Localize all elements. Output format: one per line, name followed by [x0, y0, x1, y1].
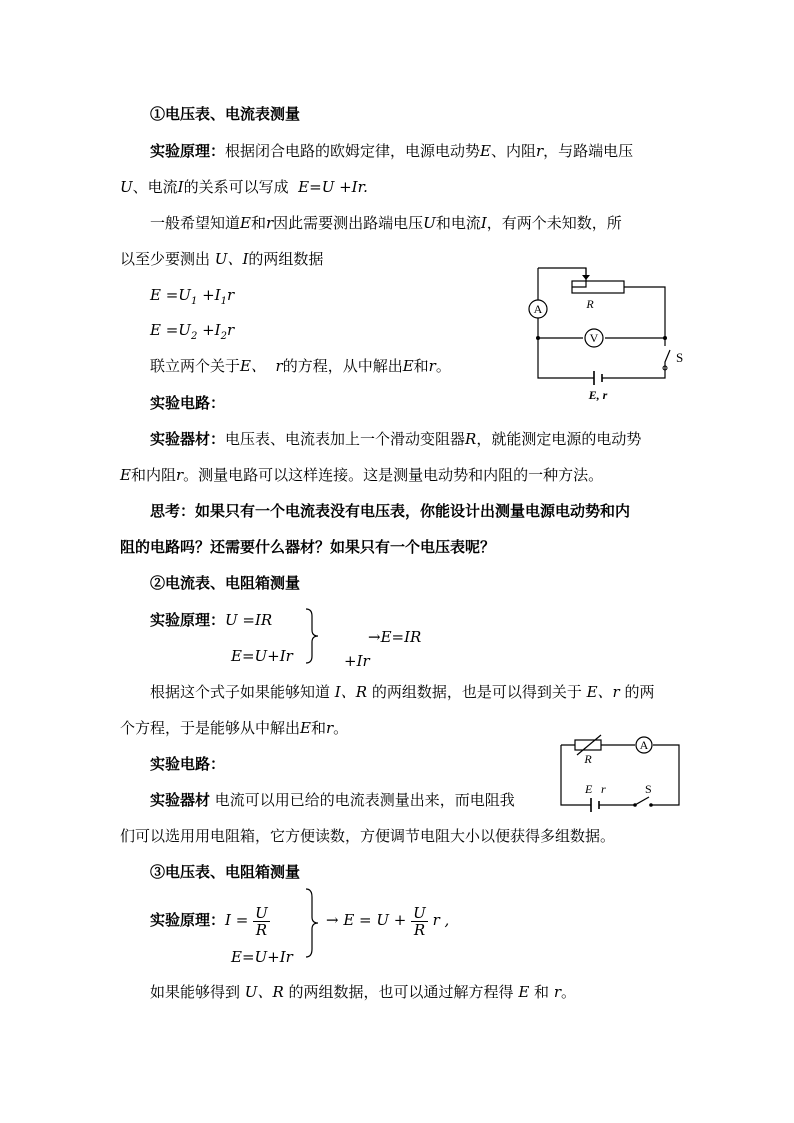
symbol-E: E	[480, 142, 491, 160]
text: 因此需要测出路端电压	[273, 214, 424, 232]
source-label: E, r	[588, 388, 608, 402]
result-lhs: → E = U +	[326, 911, 407, 929]
text: 的方程，从中解出	[282, 357, 403, 375]
battery	[594, 371, 602, 385]
wire	[561, 745, 635, 805]
text: 的关系可以写成	[183, 178, 289, 196]
sec2-result: →E=IR	[368, 628, 422, 646]
sec2-result-tail: +Ir	[344, 652, 370, 670]
junction	[663, 336, 667, 340]
sec2-equipment-line-1	[150, 790, 515, 810]
eq-part: E =U	[150, 286, 191, 304]
switch-blade	[635, 797, 649, 805]
equation-2	[150, 320, 234, 347]
switch-label: S	[645, 782, 652, 796]
principle-label: 实验原理：	[150, 611, 226, 629]
equipment-label: 实验器材	[150, 791, 211, 809]
fraction-U-over-R	[253, 905, 270, 938]
text: 电压表、电流表加上一个滑动变阻器	[225, 430, 466, 448]
eq-sub: 1	[220, 296, 227, 307]
right-brace	[304, 888, 320, 958]
sec2-equipment-line-2: 们可以选用用电阻箱，它方便读数，方便调节电阻大小以便获得多组数据。	[120, 827, 616, 845]
text: 的两组数据，也是可以得到关于	[371, 683, 582, 701]
symbol-r: r	[536, 142, 544, 160]
principle-label: 实验原理：	[150, 911, 226, 929]
eq-part: +I	[197, 321, 221, 339]
voltmeter-label: V	[589, 331, 599, 345]
denominator: R	[255, 920, 268, 939]
principle-label: 实验原理：	[150, 142, 226, 160]
switch-terminal	[633, 803, 637, 807]
source-r-label: r	[601, 782, 606, 796]
eq-part: +I	[197, 286, 221, 304]
text: 的两	[624, 683, 655, 701]
wire	[538, 268, 665, 338]
sec1-equipment-line-1	[150, 429, 641, 449]
symbol-r: r	[265, 214, 274, 232]
junction	[536, 336, 540, 340]
source-E-label: E	[585, 782, 593, 796]
sec3-text-line	[150, 982, 576, 1002]
numerator: U	[255, 903, 268, 922]
eq-part: r	[226, 286, 235, 304]
sec3-equation-bottom: E=U+Ir	[231, 948, 293, 966]
section-2-heading: ②电流表、电阻箱测量	[150, 574, 301, 592]
text: 、内阻	[490, 142, 536, 160]
symbol-U: U	[120, 178, 133, 196]
think-line-1: 思考：如果只有一个电流表没有电压表，你能设计出测量电源电动势和内	[150, 502, 631, 520]
equation-top: U =IR	[225, 611, 273, 629]
fraction-U-over-R	[411, 905, 428, 938]
numerator: U	[413, 903, 426, 922]
rheostat-label: R	[586, 297, 594, 311]
symbol-I: I	[480, 214, 487, 232]
sec2-text-line-1	[150, 682, 655, 702]
circuit-diagram-1	[520, 262, 700, 407]
symbol-E: E	[300, 719, 311, 737]
rheostat-label: R	[584, 752, 592, 766]
ammeter-label: A	[639, 738, 649, 752]
text: ，与路端电压	[543, 142, 634, 160]
wire	[538, 268, 665, 378]
text: 的两组数据	[248, 250, 324, 268]
text: 根据闭合电路的欧姆定律，电源电动势	[225, 142, 481, 160]
battery	[591, 798, 599, 812]
think-line-2: 阻的电路吗？还需要什么器材？如果只有一个电压表呢？	[120, 538, 496, 556]
text: ，有两个未知数，所	[486, 214, 622, 232]
symbol-Er: E、r	[586, 683, 620, 701]
sec1-circuit-label: 实验电路：	[150, 394, 226, 412]
text: 个方程，于是能够从中解出	[120, 719, 301, 737]
symbol-r: r	[175, 466, 184, 484]
sec1-equipment-line-2	[120, 465, 603, 485]
right-brace	[304, 608, 320, 664]
sec1-principle-line-1	[150, 141, 633, 161]
text: 一般希望知道	[150, 214, 241, 232]
text: 。	[435, 357, 451, 375]
text: 电流可以用已给的电流表测量出来，而电阻我	[214, 791, 515, 809]
symbol-r: r	[428, 357, 436, 375]
symbol-E: E	[402, 357, 414, 375]
sec2-equation-bottom: E=U+Ir	[231, 647, 293, 665]
slider-arrow	[582, 275, 590, 280]
text: 和	[310, 719, 326, 737]
text: 和电流	[435, 214, 481, 232]
text: 联立两个关于	[150, 357, 241, 375]
resistance-box	[575, 740, 601, 750]
symbol-r: r	[553, 983, 562, 1001]
equation-1	[150, 285, 234, 312]
text: 。	[561, 983, 577, 1001]
eq-sub: 2	[220, 331, 227, 342]
text: ，就能测定电源的电动势	[476, 430, 642, 448]
text: 的两组数据，也可以通过解方程得	[288, 983, 514, 1001]
denominator: R	[413, 920, 426, 939]
text: 如果能够得到	[150, 983, 241, 1001]
equipment-label: 实验器材：	[150, 430, 226, 448]
symbol-E: E、	[240, 357, 266, 375]
eq-sub: 1	[190, 296, 198, 307]
symbol-UI: U、I	[214, 250, 249, 268]
symbol-I: I	[177, 178, 184, 196]
sec2-principle-line	[150, 610, 272, 630]
section-3-heading: ③电压表、电阻箱测量	[150, 863, 301, 881]
eq-part: E =U	[150, 321, 191, 339]
sec1-general-line-2	[120, 249, 323, 269]
text: 以至少要测出	[120, 250, 211, 268]
sec2-text-line-2	[120, 718, 348, 738]
symbol-U: U	[423, 214, 436, 232]
symbol-UR: U、R	[244, 983, 284, 1001]
symbol-IR: I、R	[334, 683, 368, 701]
text: 和	[534, 983, 550, 1001]
text: 和	[413, 357, 429, 375]
sec1-solve-line	[150, 356, 451, 376]
text: 和	[250, 214, 266, 232]
symbol-E: E	[518, 983, 530, 1001]
switch-terminal	[649, 803, 653, 807]
symbol-E: E	[120, 466, 131, 484]
text: 。	[333, 719, 349, 737]
symbol-R: R	[465, 430, 477, 448]
section-1-heading: ①电压表、电流表测量	[150, 105, 301, 123]
equation: E=U +Ir.	[298, 178, 368, 196]
text: 。测量电路可以这样连接。这是测量电动势和内阻的一种方法。	[183, 466, 604, 484]
switch-blade	[665, 350, 670, 368]
sec1-general-line-1	[150, 213, 622, 233]
text: 根据这个式子如果能够知道	[150, 683, 331, 701]
ammeter-label: A	[533, 302, 543, 316]
sec3-result	[326, 902, 449, 938]
equation-lhs: I =	[225, 911, 249, 929]
sec2-circuit-label: 实验电路：	[150, 755, 226, 773]
text: 、电流	[132, 178, 178, 196]
eq-part: r	[226, 321, 235, 339]
eq-sub: 2	[190, 331, 198, 342]
result-tail: r ,	[432, 911, 450, 929]
symbol-E: E	[240, 214, 251, 232]
circuit-diagram-2	[555, 735, 685, 810]
switch-label: S	[676, 350, 684, 365]
symbol-r: r	[325, 719, 334, 737]
sec1-principle-line-2	[120, 177, 368, 197]
sec3-principle-line	[150, 902, 270, 938]
text: 和内阻	[130, 466, 176, 484]
symbol-r: r	[275, 357, 283, 375]
